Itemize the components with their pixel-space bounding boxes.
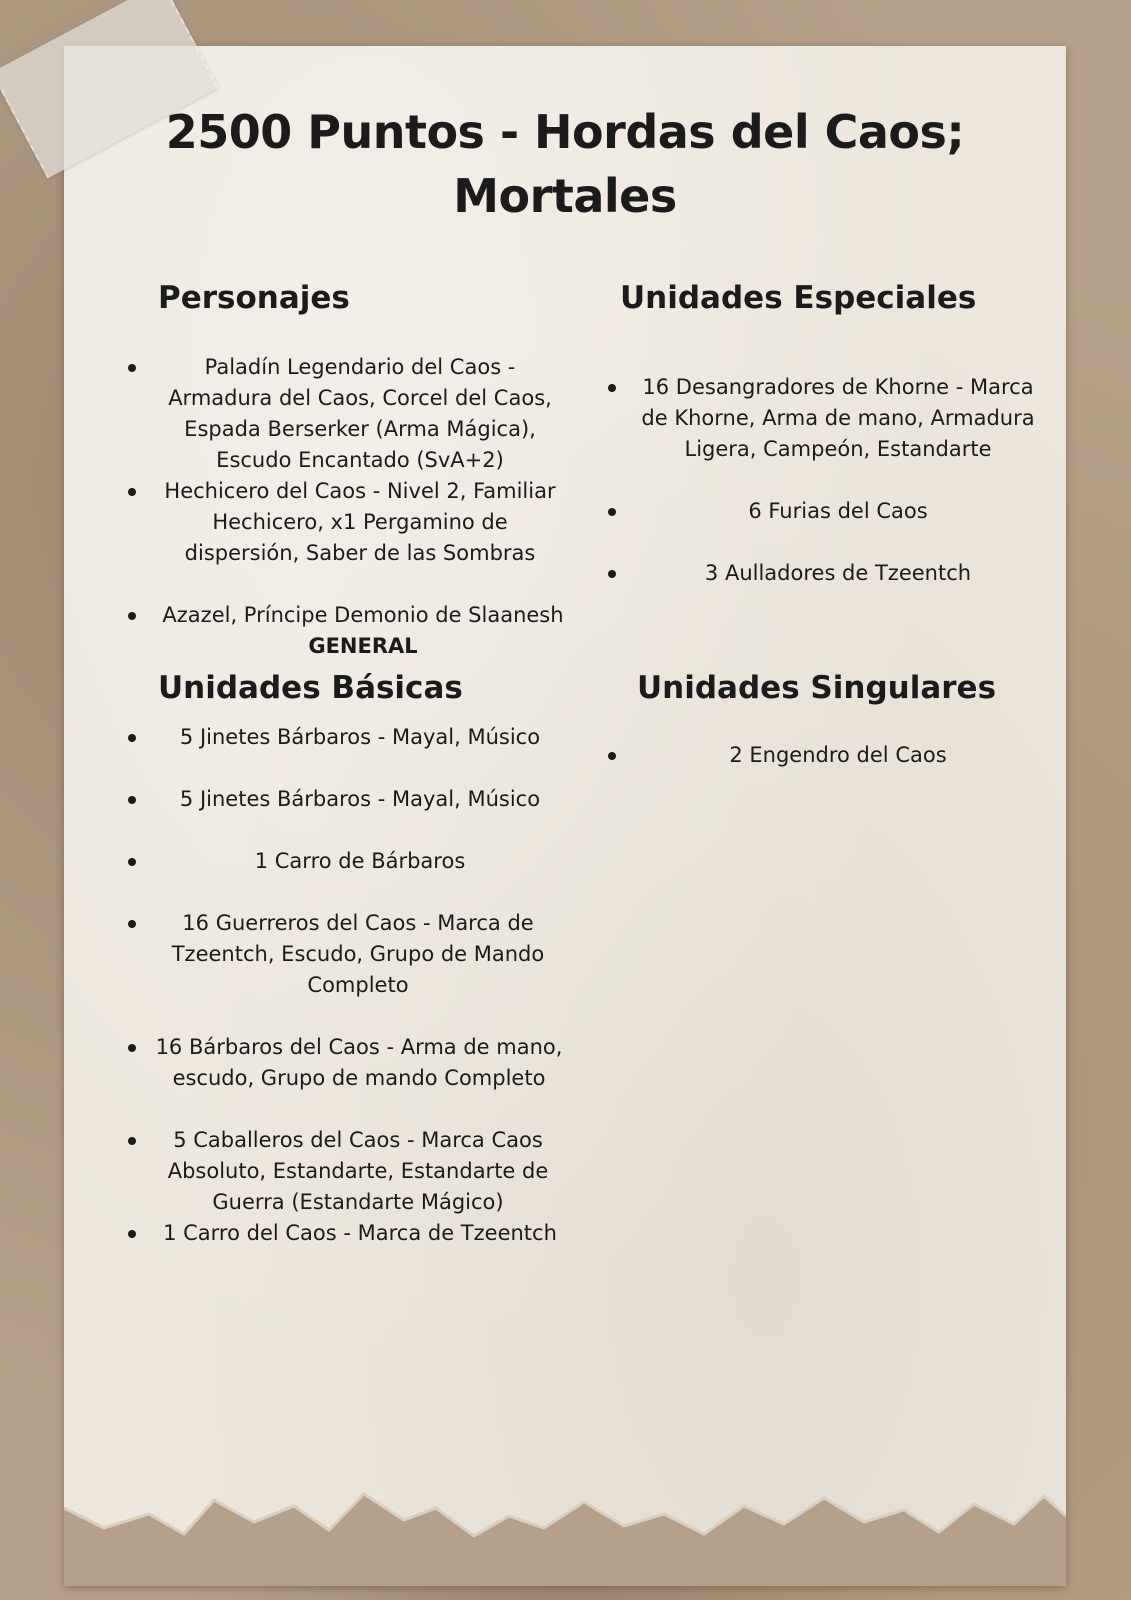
list-item [120,476,570,569]
item-text: Azazel, Príncipe Demonio de Slaanesh [162,603,564,627]
bullet-icon [608,570,616,578]
bullet-icon [128,920,136,928]
item-text: 2 Engendro del Caos [729,743,947,767]
list-item [600,558,1040,589]
item-text: 1 Carro de Bárbaros [254,849,466,873]
item-text: 1 Carro del Caos - Marca de Tzeentch [163,1221,557,1245]
bullet-icon [128,488,136,496]
list-item [120,846,570,877]
item-text: 16 Guerreros del Caos - Marca de Tzeentch, Escudo, Grupo de Mando Completo [171,911,545,997]
bullet-icon [608,384,616,392]
bullet-icon [128,1230,136,1238]
list-item [600,372,1040,465]
heading-singulares: Unidades Singulares [637,670,997,706]
heading-personajes: Personajes [158,280,350,316]
list-item [120,1032,570,1094]
list-especiales [600,372,1040,589]
bullet-icon [128,364,136,372]
bullet-icon [128,858,136,866]
bullet-icon [128,612,136,620]
list-item [120,352,570,476]
list-item [120,908,570,1001]
section-basicas [120,668,570,1249]
list-basicas [120,722,570,1249]
item-text: 6 Furias del Caos [748,499,928,523]
list-item [120,722,570,753]
item-text: Hechicero del Caos - Nivel 2, Familiar Hechicero, x1 Pergamino de dispersión, Saber de las Sombras [164,479,556,565]
item-text: 5 Caballeros del Caos - Marca Caos Absoluto, Estandarte, Estandarte de Guerra (Estandarte Mágico) [167,1128,549,1214]
item-text: 5 Jinetes Bárbaros - Mayal, Músico [179,725,541,749]
list-item [600,740,1040,771]
item-text: 16 Desangradores de Khorne - Marca de Khorne, Arma de mano, Armadura Ligera, Campeón, Estandarte [641,375,1035,461]
bullet-icon [608,508,616,516]
list-item [120,1218,570,1249]
list-item [120,784,570,815]
item-text: 5 Jinetes Bárbaros - Mayal, Músico [179,787,541,811]
item-text: 3 Aulladores de Tzeentch [704,561,972,585]
page-title: 2500 Puntos - Hordas del Caos; Mortales [165,105,965,223]
item-text: 16 Bárbaros del Caos - Arma de mano, escudo, Grupo de mando Completo [155,1035,563,1090]
list-item [600,496,1040,527]
bullet-icon [128,1044,136,1052]
list-item [120,600,570,662]
torn-edge [64,1436,1066,1586]
bullet-icon [608,752,616,760]
bullet-icon [128,734,136,742]
list-singulares [600,740,1040,771]
heading-basicas: Unidades Básicas [158,670,463,706]
item-text: Paladín Legendario del Caos - Armadura del Caos, Corcel del Caos, Espada Berserker (Arma Mágica), Escudo Encantado (SvA+2) [168,355,552,472]
heading-especiales: Unidades Especiales [620,280,977,316]
list-item [120,1125,570,1218]
bullet-icon [128,1137,136,1145]
section-personajes [120,278,570,662]
bullet-icon [128,796,136,804]
section-especiales [600,278,1040,589]
section-singulares [600,668,1040,771]
general-label: GENERAL [308,634,418,658]
list-personajes [120,352,570,662]
